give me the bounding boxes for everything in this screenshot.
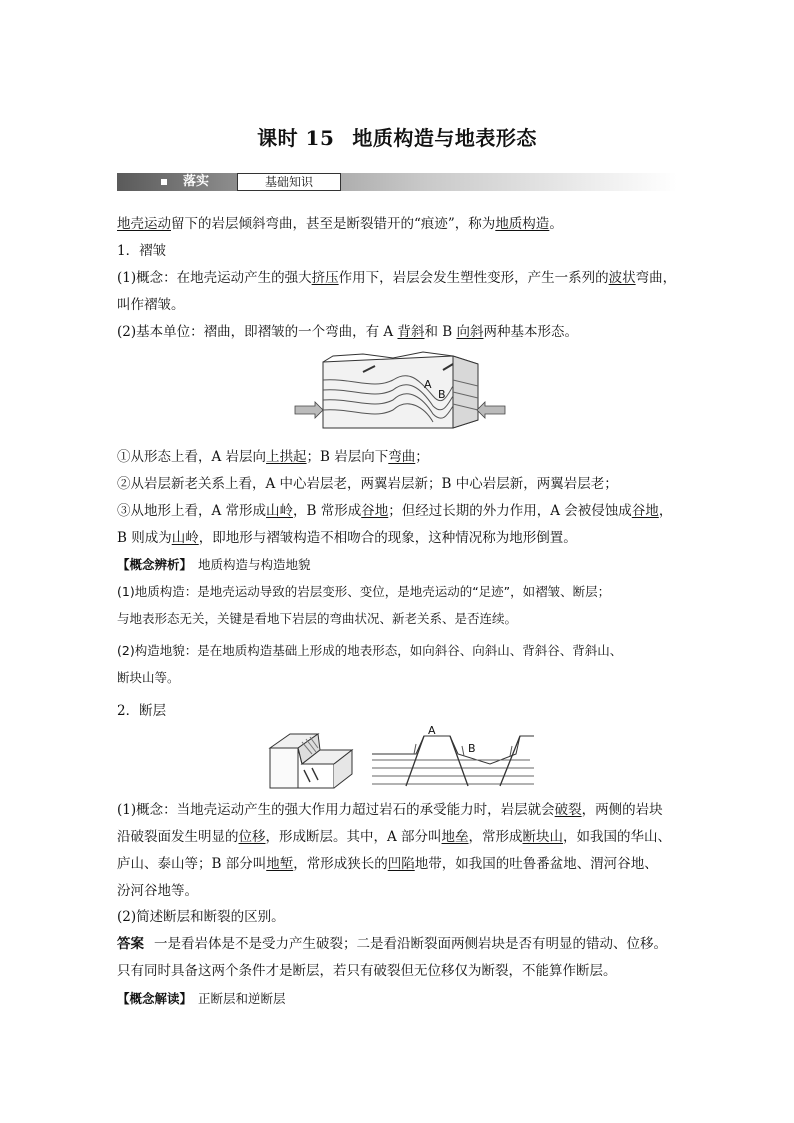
lesson-title: 地质构造与地表形态 — [352, 126, 537, 150]
term-ridge: 山岭 — [171, 530, 199, 546]
text: B 则成为 — [117, 530, 172, 546]
bullet-square-icon — [161, 179, 167, 185]
term-valley: 谷地 — [361, 503, 389, 519]
answer-line-2: 只有同时具备这两个条件才是断层，若只有破裂但无位移仅为断裂，不能算作断层。 — [117, 963, 617, 979]
text: (1)概念：在地壳运动产生的强大 — [117, 270, 312, 286]
term-ridge: 山岭 — [266, 503, 294, 519]
intro-paragraph — [117, 214, 687, 234]
text: (2)基本单位：褶曲，即褶皱的一个弯曲，有 A — [117, 324, 398, 340]
fold-point-1 — [117, 447, 687, 467]
banner-label: 落实 — [183, 174, 210, 189]
answer-text: 一是看岩体是不是受力产生破裂；二是看沿断裂面两侧岩块是否有明显的错动、位移。 — [154, 936, 667, 952]
term-displacement: 位移 — [238, 829, 266, 845]
text: ，常形成 — [468, 829, 523, 845]
fold-label-a: A — [424, 378, 432, 391]
answer-label: 答案 — [117, 936, 144, 952]
term-rupture: 破裂 — [554, 802, 582, 818]
fold-heading: 1．褶皱 — [117, 243, 167, 259]
fault-concept-line-1 — [117, 800, 687, 820]
banner-sublabel: 基础知识 — [237, 173, 341, 191]
text: ，如我国的华山、 — [563, 829, 672, 845]
term-bend: 弯曲 — [388, 449, 416, 465]
fold-diagram — [293, 350, 507, 434]
horst-graben-diagram — [370, 724, 536, 790]
term-block-mountain: 断块山 — [522, 829, 564, 845]
intro-end: 。 — [549, 216, 563, 232]
text: 地带，如我国的吐鲁番盆地、渭河谷地、 — [414, 856, 658, 872]
section-banner — [117, 173, 677, 191]
text: ③从地形上看，A 常形成 — [117, 503, 267, 519]
fold-point-4 — [117, 528, 687, 548]
concept-title: 地质构造与构造地貌 — [198, 557, 311, 572]
concept-note-1-line-2: 与地表形态无关，关键是看地下岩层的弯曲状况、新老关系、是否连续。 — [117, 611, 518, 626]
text: 沿破裂面发生明显的 — [117, 829, 239, 845]
fault-concept-line-3 — [117, 854, 687, 874]
concept-title: 正断层和逆断层 — [198, 991, 286, 1006]
text: ，B 常形成 — [293, 503, 362, 519]
text: 两种基本形态。 — [483, 324, 578, 340]
concept-note-2-heading — [117, 989, 687, 1009]
text: ， — [658, 503, 673, 519]
fold-label-b: B — [438, 388, 446, 401]
text: ； — [415, 449, 429, 465]
fold-point-3 — [117, 501, 687, 521]
text: ，即地形与褶皱构造不相吻合的现象，这种情况称为地形倒置。 — [198, 530, 577, 546]
fold-concept-line-1 — [117, 268, 687, 288]
term-arch-up: 上拱起 — [266, 449, 307, 465]
lesson-number: 课时 15 — [257, 126, 335, 150]
term-squeeze: 挤压 — [311, 270, 339, 286]
fold-point-2: ②从岩层新老关系上看，A 中心岩层老，两翼岩层新；B 中心岩层新，两翼岩层老； — [117, 476, 618, 492]
term-wavy: 波状 — [608, 270, 636, 286]
text: ，常形成狭长的 — [293, 856, 388, 872]
term-syncline: 向斜 — [456, 324, 484, 340]
text: ；B 岩层向下 — [306, 449, 389, 465]
term-horst: 地垒 — [441, 829, 469, 845]
answer-line-1 — [117, 934, 687, 954]
text: ，两侧的岩块 — [581, 802, 663, 818]
concept-note-1-line-4: 断块山等。 — [117, 670, 180, 685]
concept-label: 【概念辨析】 — [117, 557, 193, 572]
fault-question: (2)简述断层和断裂的区别。 — [117, 909, 285, 925]
term-anticline: 背斜 — [397, 324, 425, 340]
text: ；但经过长期的外力作用，A 会被侵蚀成 — [388, 503, 632, 519]
fault-label-a: A — [428, 724, 436, 737]
concept-note-1-line-3: (2)构造地貌：是在地质构造基础上形成的地表形态，如向斜谷、向斜山、背斜谷、背斜山、 — [117, 643, 623, 658]
text: ，形成断层。其中，A 部分叫 — [265, 829, 442, 845]
term-graben: 地堑 — [266, 856, 294, 872]
text: 和 B — [424, 324, 457, 340]
term-depression: 凹陷 — [387, 856, 415, 872]
term-geologic-structure: 地质构造 — [495, 216, 550, 232]
intro-text: 留下的岩层倾斜弯曲，甚至是断裂错开的“痕迹”，称为 — [171, 216, 496, 232]
fault-block-diagram — [268, 730, 364, 790]
fold-unit-line — [117, 322, 687, 342]
text: (1)概念：当地壳运动产生的强大作用力超过岩石的承受能力时，岩层就会 — [117, 802, 555, 818]
text: 庐山、泰山等；B 部分叫 — [117, 856, 267, 872]
text: ①从形态上看，A 岩层向 — [117, 449, 267, 465]
fault-concept-line-4: 汾河谷地等。 — [117, 883, 198, 899]
page-title — [0, 122, 794, 151]
fault-label-b: B — [468, 742, 476, 755]
term-valley: 谷地 — [631, 503, 659, 519]
text: 弯曲， — [635, 270, 677, 286]
fault-concept-line-2 — [117, 827, 687, 847]
text: 作用下，岩层会发生塑性变形，产生一系列的 — [338, 270, 609, 286]
term-crust-movement: 地壳运动 — [117, 216, 171, 232]
fold-concept-line-2: 叫作褶皱。 — [117, 297, 185, 313]
concept-label: 【概念解读】 — [117, 991, 193, 1006]
concept-note-1-line-1: (1)地质构造：是地壳运动导致的岩层变形、变位，是地壳运动的“足迹”，如褶皱、断层； — [117, 584, 611, 599]
concept-note-1-heading — [117, 555, 687, 575]
fault-heading: 2．断层 — [117, 703, 167, 719]
